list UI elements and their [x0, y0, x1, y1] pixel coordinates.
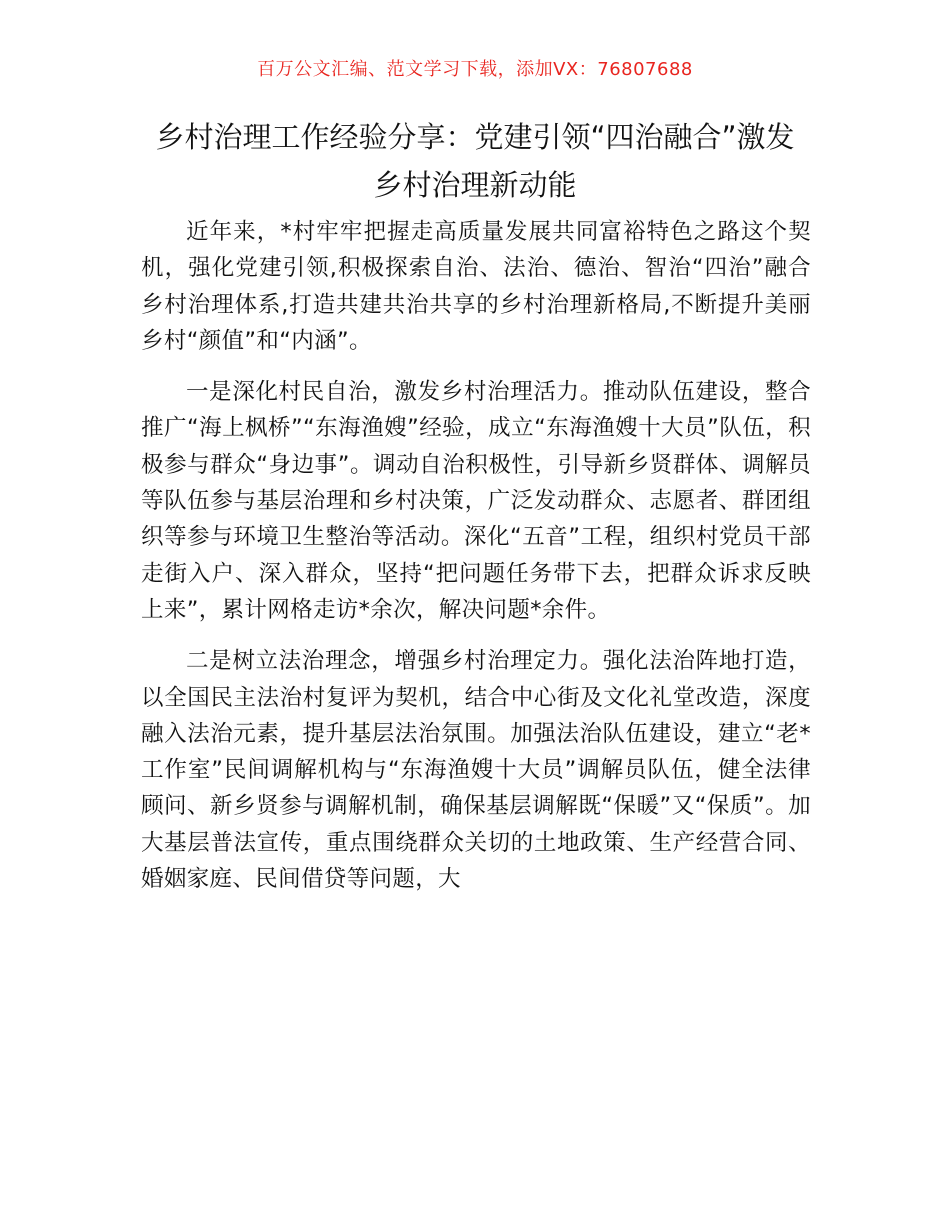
- paragraph-rule-of-law: 二是树立法治理念，增强乡村治理定力。强化法治阵地打造，以全国民主法治村复评为契机，结合中心街及文化礼堂改造，深度融入法治元素，提升基层法治氛围。加强法治队伍建设，建立“老*工作室”民间调解机构与“东海渔嫂十大员”调解员队伍，健全法律顾问、新乡贤参与调解机制，确保基层调解既“保暖”又“保质”。加大基层普法宣传，重点围绕群众关切的土地政策、生产经营合同、婚姻家庭、民间借贷等问题，大: [141, 648, 811, 893]
- paragraph-intro: 近年来，*村牢牢把握走高质量发展共同富裕特色之路这个契机，强化党建引领,积极探索自治、法治、德治、智治“四治”融合乡村治理体系,打造共建共治共享的乡村治理新格局,不断提升美丽乡村“颜值”和“内涵”。: [141, 219, 811, 354]
- document-title: 乡村治理工作经验分享：党建引领“四治融合”激发乡村治理新动能: [155, 120, 795, 202]
- paragraph-self-governance: 一是深化村民自治，激发乡村治理活力。推动队伍建设，整合推广“海上枫桥”“东海渔嫂”经验，成立“东海渔嫂十大员”队伍，积极参与群众“身边事”。调动自治积极性，引导新乡贤群体、调解员等队伍参与基层治理和乡村决策，广泛发动群众、志愿者、群团组织等参与环境卫生整治等活动。深化“五音”工程，组织村党员干部走街入户、深入群众，坚持“把问题任务带下去，把群众诉求反映上来”，累计网格走访*余次，解决问题*余件。: [141, 379, 811, 623]
- document-body: [141, 214, 811, 912]
- header-watermark-note: 百万公文汇编、范文学习下载，添加VX：76807688: [257, 59, 693, 80]
